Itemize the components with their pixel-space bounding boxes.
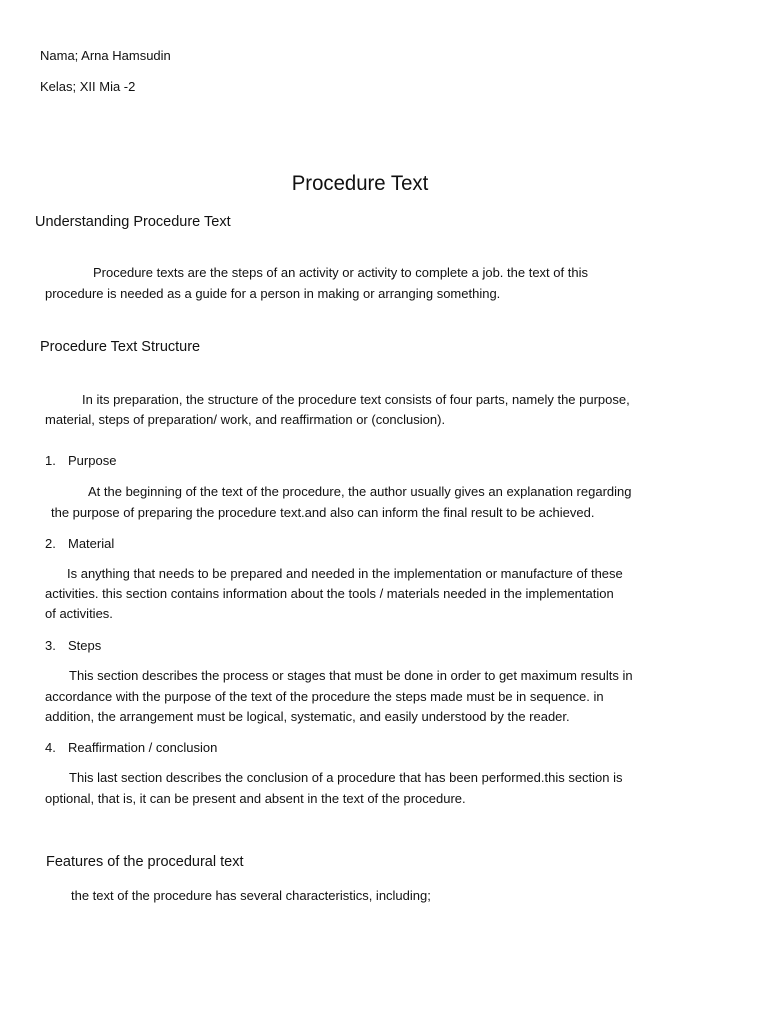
reaffirmation-line-1: This last section describes the conclusion of a procedure that has been performed.this section is: [69, 770, 623, 785]
purpose-line-2: the purpose of preparing the procedure text.and also can inform the final result to be achieved.: [51, 505, 595, 520]
structure-line-2: material, steps of preparation/ work, and reaffirmation or (conclusion).: [45, 412, 446, 427]
steps-line-2: accordance with the purpose of the text of the procedure the steps made must be in sequence. in: [45, 689, 604, 704]
section-heading-features: Features of the procedural text: [46, 854, 244, 870]
student-name: Nama; Arna Hamsudin: [40, 48, 171, 63]
section-heading-structure: Procedure Text Structure: [40, 339, 201, 355]
list-label-material: Material: [68, 536, 115, 551]
reaffirmation-line-2: optional, that is, it can be present and absent in the text of the procedure.: [45, 791, 466, 806]
list-number-3: 3.: [45, 638, 56, 653]
list-number-4: 4.: [45, 740, 56, 755]
steps-line-1: This section describes the process or stages that must be done in order to get maximum results in: [69, 668, 633, 683]
student-class: Kelas; XII Mia -2: [40, 79, 136, 94]
features-line-1: the text of the procedure has several characteristics, including;: [71, 888, 431, 903]
material-line-2: activities. this section contains information about the tools / materials needed in the implementation: [45, 586, 614, 601]
understanding-line-2: procedure is needed as a guide for a person in making or arranging something.: [45, 286, 501, 301]
list-label-steps: Steps: [68, 638, 102, 653]
list-number-1: 1.: [45, 453, 56, 468]
structure-line-1: In its preparation, the structure of the procedure text consists of four parts, namely the purpose,: [82, 392, 630, 407]
section-heading-understanding: Understanding Procedure Text: [35, 214, 231, 230]
list-label-purpose: Purpose: [68, 453, 117, 468]
list-label-reaffirmation: Reaffirmation / conclusion: [68, 740, 218, 755]
page-title: Procedure Text: [291, 172, 429, 195]
material-line-1: Is anything that needs to be prepared and needed in the implementation or manufacture of these: [67, 566, 623, 581]
list-number-2: 2.: [45, 536, 56, 551]
understanding-line-1: Procedure texts are the steps of an activity or activity to complete a job. the text of this: [93, 265, 588, 280]
steps-line-3: addition, the arrangement must be logical, systematic, and easily understood by the reader.: [45, 709, 570, 724]
material-line-3: of activities.: [45, 606, 113, 621]
purpose-line-1: At the beginning of the text of the procedure, the author usually gives an explanation regarding: [88, 484, 632, 499]
